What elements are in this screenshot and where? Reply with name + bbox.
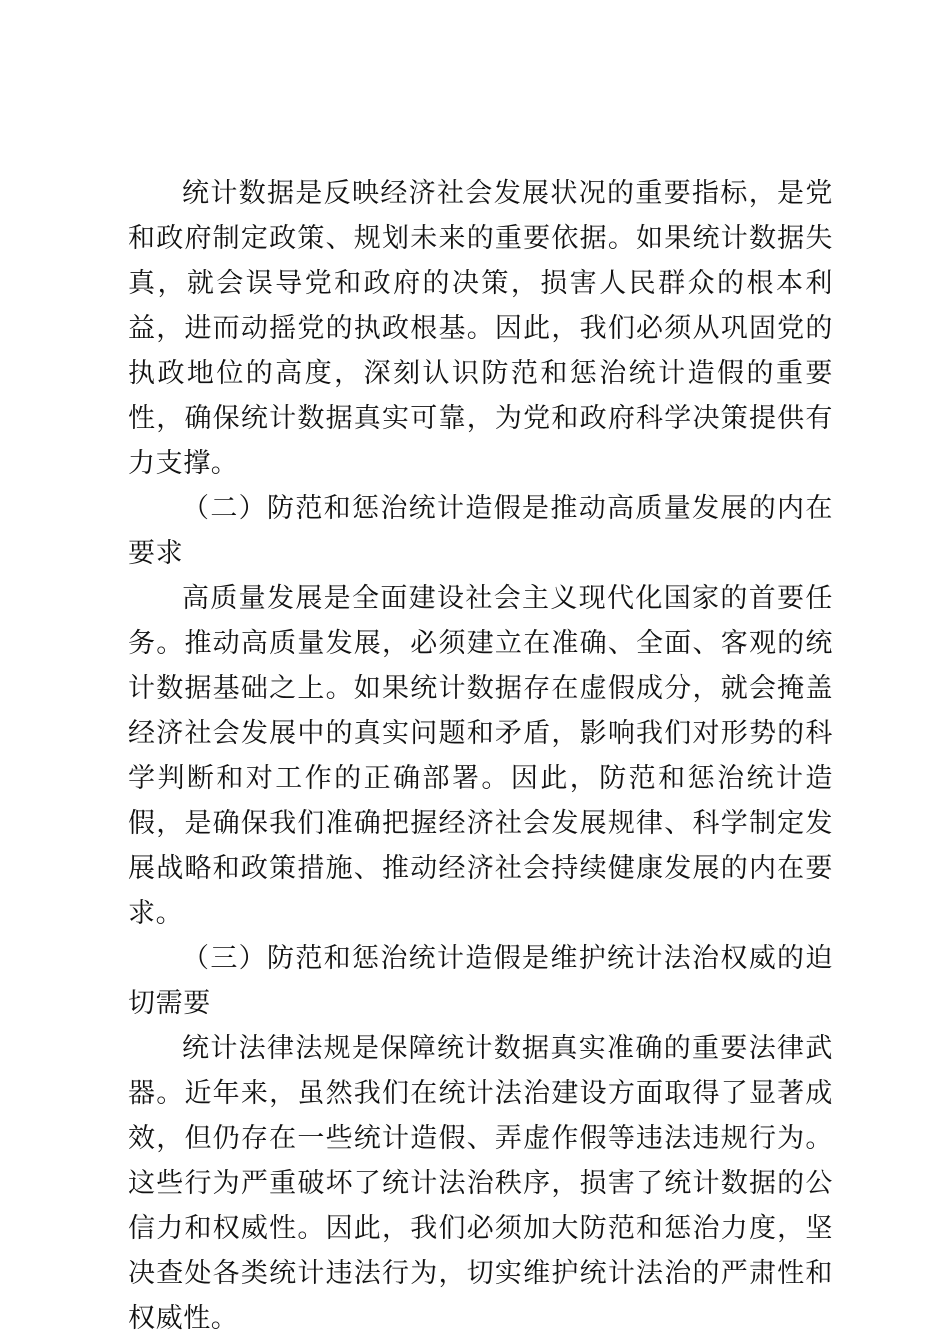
- section-heading-3: （三）防范和惩治统计造假是维护统计法治权威的迫切需要: [128, 943, 833, 1019]
- paragraph-statistical-rule-of-law: 统计法律法规是保障统计数据真实准确的重要法律武器。近年来，虽然我们在统计法治建设方面取得了显著成效，但仍存在一些统计造假、弄虚作假等违法违规行为。这些行为严重破坏了统计法治秩序，损害了统计数据的公信力和权威性。因此，我们必须加大防范和惩治力度，坚决查处各类统计违法行为，切实维护统计法治的严肃性和权威性。: [128, 1033, 833, 1334]
- paragraph-data-importance: 统计数据是反映经济社会发展状况的重要指标，是党和政府制定政策、规划未来的重要依据。如果统计数据失真，就会误导党和政府的决策，损害人民群众的根本利益，进而动摇党的执政根基。因此，我们必须从巩固党的执政地位的高度，深刻认识防范和惩治统计造假的重要性，确保统计数据真实可靠，为党和政府科学决策提供有力支撑。: [128, 178, 833, 479]
- section-heading-2: （二）防范和惩治统计造假是推动高质量发展的内在要求: [128, 493, 833, 569]
- document-body: [128, 171, 833, 1341]
- paragraph-high-quality-development: 高质量发展是全面建设社会主义现代化国家的首要任务。推动高质量发展，必须建立在准确、全面、客观的统计数据基础之上。如果统计数据存在虚假成分，就会掩盖经济社会发展中的真实问题和矛盾，影响我们对形势的科学判断和对工作的正确部署。因此，防范和惩治统计造假，是确保我们准确把握经济社会发展规律、科学制定发展战略和政策措施、推动经济社会持续健康发展的内在要求。: [128, 583, 833, 929]
